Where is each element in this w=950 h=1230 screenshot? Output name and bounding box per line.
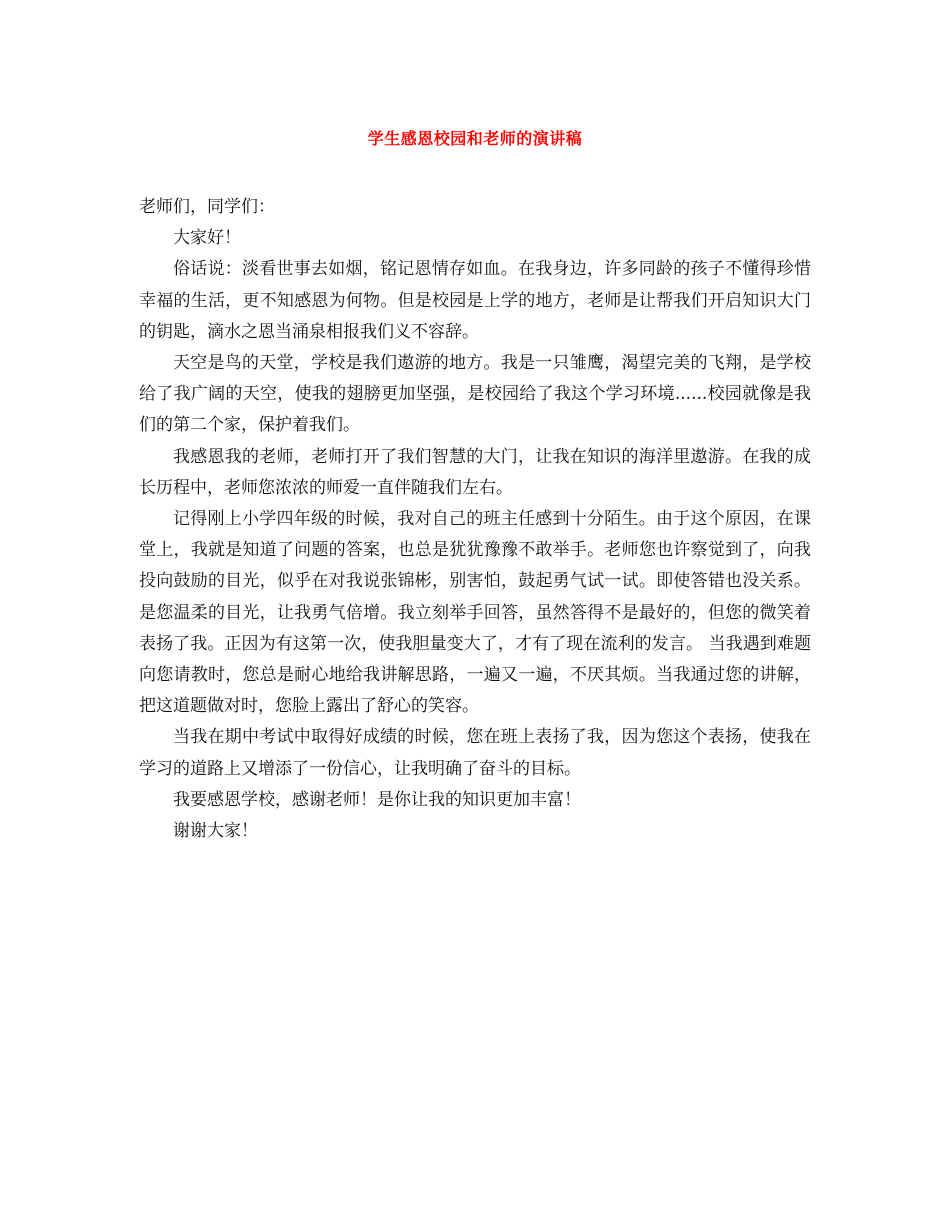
paragraph-proverb: 俗话说：淡看世事去如烟，铭记恩情存如血。在我身边，许多同龄的孩子不懂得珍惜幸福的生活，更不知感恩为何物。但是校园是上学的地方，老师是让帮我们开启知识大门的钥匙，滴水之恩当涌泉相报我们义不容辞。 xyxy=(139,259,811,342)
paragraph-greeting: 大家好！ xyxy=(173,228,241,249)
paragraph-midterm: 当我在期中考试中取得好成绩的时候，您在班上表扬了我，因为您这个表扬，使我在学习的道路上又增添了一份信心，让我明确了奋斗的目标。 xyxy=(139,727,811,779)
document-title: 学生感恩校园和老师的演讲稿 xyxy=(367,129,583,148)
document-body xyxy=(139,192,811,847)
paragraph-thank-teacher: 我感恩我的老师，老师打开了我们智慧的大门，让我在知识的海洋里遨游。在我的成长历程中，老师您浓浓的师爱一直伴随我们左右。 xyxy=(139,446,811,498)
paragraph-school-sky: 天空是鸟的天堂，学校是我们遨游的地方。我是一只雏鹰，渴望完美的飞翔，是学校给了我广阔的天空，使我的翅膀更加坚强，是校园给了我这个学习环境......校园就像是我们的第二个家，保护着我们。 xyxy=(139,353,811,436)
paragraph-closing: 谢谢大家！ xyxy=(173,821,258,842)
paragraph-gratitude: 我要感恩学校，感谢老师！是你让我的知识更加丰富！ xyxy=(173,789,581,810)
paragraph-grade-four-memory: 记得刚上小学四年级的时候，我对自己的班主任感到十分陌生。由于这个原因，在课堂上，我就是知道了问题的答案，也总是犹犹豫豫不敢举手。老师您也许察觉到了，向我投向鼓励的目光，似乎在对我说张锦彬，别害怕，鼓起勇气试一试。即使答错也没关系。是您温柔的目光，让我勇气倍增。我立刻举手回答，虽然答得不是最好的，但您的微笑着表扬了我。正因为有这第一次，使我胆量变大了，才有了现在流利的发言。 当我遇到难题向您请教时，您总是耐心地给我讲解思路，一遍又一遍，不厌其烦。当我通过您的讲解，把这道题做对时，您脸上露出了舒心的笑容。 xyxy=(139,509,811,717)
salutation: 老师们，同学们： xyxy=(139,197,275,217)
